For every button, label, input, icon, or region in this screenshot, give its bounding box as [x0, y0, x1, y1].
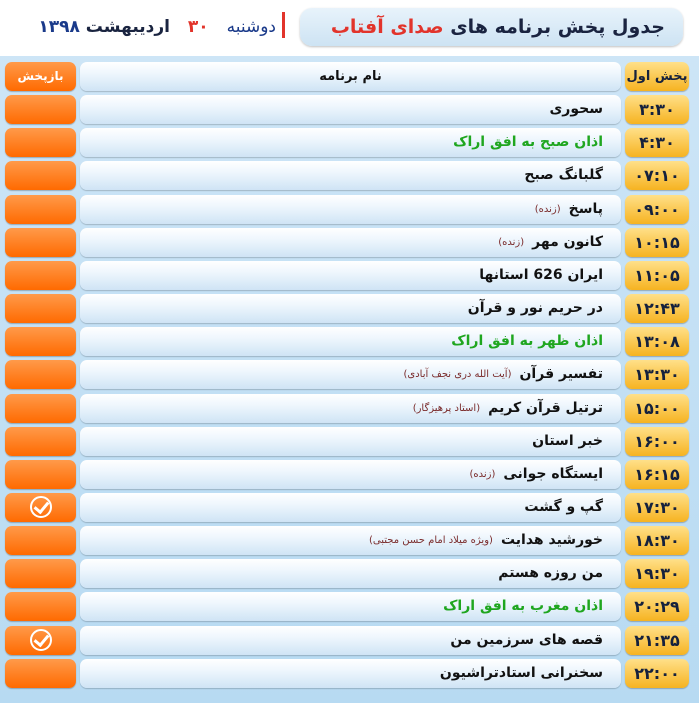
time-cell: ۲۱:۳۵ — [625, 626, 689, 655]
header-separator — [282, 12, 285, 38]
program-name-cell — [80, 128, 621, 157]
program-name: اذان مغرب به افق اراک — [443, 598, 603, 615]
table-row — [0, 195, 699, 224]
time-cell: ۱۶:۱۵ — [625, 460, 689, 489]
rebroadcast-cell — [5, 228, 76, 257]
table-row — [0, 659, 699, 688]
table-row — [0, 493, 699, 522]
time-cell: ۱۵:۰۰ — [625, 394, 689, 423]
rebroadcast-cell — [5, 128, 76, 157]
rebroadcast-cell — [5, 493, 76, 522]
title-station: صدای آفتاب — [330, 16, 444, 38]
program-name-cell — [80, 526, 621, 555]
program-name: سحوری — [549, 101, 603, 118]
program-name-cell — [80, 161, 621, 190]
time-cell: ۱۸:۳۰ — [625, 526, 689, 555]
table-row — [0, 294, 699, 323]
program-name: ترتیل قرآن کریم — [488, 399, 603, 416]
program-name-cell — [80, 559, 621, 588]
time-cell: ۴:۳۰ — [625, 128, 689, 157]
program-name: گلبانگ صبح — [524, 167, 603, 184]
rebroadcast-cell — [5, 394, 76, 423]
year: ۱۳۹۸ — [38, 17, 80, 37]
program-name: اذان صبح به افق اراک — [453, 134, 603, 151]
check-circle-icon — [30, 629, 52, 651]
rebroadcast-cell — [5, 161, 76, 190]
table-row — [0, 360, 699, 389]
program-name: من روزه هستم — [498, 565, 603, 582]
program-name: در حریم نور و قرآن — [467, 300, 603, 317]
table-row — [0, 626, 699, 655]
header — [0, 0, 699, 56]
table-row — [0, 261, 699, 290]
rebroadcast-cell — [5, 261, 76, 290]
program-note: (زنده) — [534, 203, 561, 215]
time-cell: ۱۰:۱۵ — [625, 228, 689, 257]
rebroadcast-cell — [5, 659, 76, 688]
program-note: (آیت الله دری نجف آبادی) — [403, 369, 512, 381]
time-cell: ۱۳:۰۸ — [625, 327, 689, 356]
time-cell: ۱۷:۳۰ — [625, 493, 689, 522]
program-name-cell — [80, 261, 621, 290]
table-row — [0, 327, 699, 356]
table-row — [0, 526, 699, 555]
program-name: گپ و گشت — [524, 498, 603, 515]
time-cell: ۲۲:۰۰ — [625, 659, 689, 688]
page-title — [300, 8, 683, 46]
program-name-cell — [80, 427, 621, 456]
title-prefix: جدول پخش برنامه های — [450, 16, 665, 38]
program-name-cell — [80, 460, 621, 489]
time-cell: ۳:۳۰ — [625, 95, 689, 124]
rebroadcast-cell — [5, 626, 76, 655]
program-name: ایستگاه جوانی — [503, 465, 603, 482]
program-name-cell — [80, 294, 621, 323]
program-name-cell — [80, 195, 621, 224]
time-cell: ۱۳:۳۰ — [625, 360, 689, 389]
program-name-cell — [80, 493, 621, 522]
table-row — [0, 128, 699, 157]
time-cell: ۱۱:۰۵ — [625, 261, 689, 290]
table-row — [0, 95, 699, 124]
program-name-cell — [80, 394, 621, 423]
program-note: (استاد پرهیزگار) — [412, 402, 481, 414]
table-row — [0, 394, 699, 423]
rebroadcast-cell — [5, 95, 76, 124]
day-number: ۳۰ — [187, 17, 209, 37]
rebroadcast-cell — [5, 460, 76, 489]
table-row — [0, 559, 699, 588]
rebroadcast-cell — [5, 526, 76, 555]
table-row — [0, 592, 699, 621]
program-note: (زنده) — [469, 468, 496, 480]
day-name: دوشنبه — [226, 17, 276, 37]
program-name: ایران 626 استانها — [479, 266, 603, 283]
program-name: پاسخ — [568, 200, 603, 217]
program-name: کانون مهر — [532, 233, 603, 250]
program-note: (زنده) — [498, 236, 525, 248]
rebroadcast-cell — [5, 327, 76, 356]
rebroadcast-cell — [5, 360, 76, 389]
program-name: خبر استان — [532, 432, 603, 449]
program-name: خورشید هدایت — [500, 532, 603, 549]
program-name-cell — [80, 228, 621, 257]
time-cell: ۱۶:۰۰ — [625, 427, 689, 456]
time-cell: ۰۹:۰۰ — [625, 195, 689, 224]
month-name: اردیبهشت — [85, 17, 170, 37]
table-header-row — [0, 62, 699, 91]
rebroadcast-cell — [5, 294, 76, 323]
rebroadcast-cell — [5, 559, 76, 588]
program-name-cell — [80, 360, 621, 389]
program-note: (ویژه میلاد امام حسن مجتبی) — [369, 535, 493, 547]
rebroadcast-cell — [5, 427, 76, 456]
program-name-cell — [80, 626, 621, 655]
program-name: تفسیر قرآن — [519, 366, 603, 383]
program-name-cell — [80, 327, 621, 356]
table-row — [0, 161, 699, 190]
program-name-cell — [80, 659, 621, 688]
table-row — [0, 460, 699, 489]
rebroadcast-cell — [5, 592, 76, 621]
table-row — [0, 427, 699, 456]
program-name: قصه های سرزمین من — [450, 631, 603, 648]
time-cell: ۰۷:۱۰ — [625, 161, 689, 190]
column-header-time: پخش اول — [625, 62, 689, 91]
program-name-cell — [80, 95, 621, 124]
header-date — [10, 8, 276, 46]
program-name: اذان ظهر به افق اراک — [451, 333, 603, 350]
column-header-rebroadcast: بازپخش — [5, 62, 76, 91]
column-header-name: نام برنامه — [80, 62, 621, 91]
program-name-cell — [80, 592, 621, 621]
time-cell: ۲۰:۲۹ — [625, 592, 689, 621]
time-cell: ۱۹:۳۰ — [625, 559, 689, 588]
table-row — [0, 228, 699, 257]
rebroadcast-cell — [5, 195, 76, 224]
check-circle-icon — [30, 496, 52, 518]
time-cell: ۱۲:۴۳ — [625, 294, 689, 323]
program-name: سخنرانی استادتراشیون — [439, 664, 603, 681]
